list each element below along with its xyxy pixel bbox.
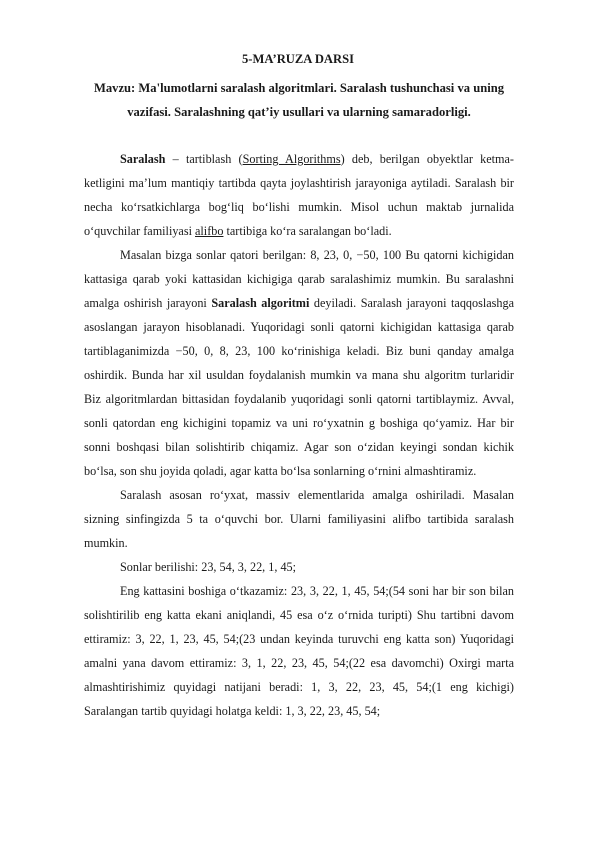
paragraph-text: – tartiblash ( xyxy=(165,152,243,166)
paragraph-text: deyiladi. Saralash jarayoni taqqoslashga asoslangan jarayon hisoblanadi. Yuqoridagi sonli qatorni kichigidan kattasiga qarab tartiblaganimizda −50, 0, 8, 23, 100 ko‘rinishiga keladi. Biz buni qanday amalga oshirdik. Bunda har xil usuldan foydalanish mumkin va mana shu algoritm turlaridir Biz algoritmlardan bittasidan foydalanib yuqoridagi sonli qatorni tartiblaymiz. Avval, sonli qatordan eng kichigini topamiz va uni ro‘yxatnin g boshiga qo‘yamiz. Har bir sonni boshqasi bilan solishtirib chiqamiz. Agar son o‘zidan keyingi sondan kichik bo‘lsa, son shu joyida qoladi, agar katta bo‘lsa sonlarning o‘rnini almashtiramiz. xyxy=(84,296,515,478)
paragraph-text: Masalan bizga sonlar qatori berilgan: 8, 23, 0, −50, 100 Bu qatorni kichigidan kattasiga qarab yoki kattasidan kichigiga qarab saralashimiz mumkin. Bu saralashni amalga oshirish jarayoni xyxy=(84,248,514,310)
term-saralash-algoritmi: Saralash algoritmi xyxy=(211,296,310,310)
paragraph-example xyxy=(84,243,514,483)
paragraph-text: ) deb, berilgan obyektlar ketma-ketligini ma’lum mantiqiy tartibda qayta joylashtirish jarayoniga aytiladi. Saralash bir necha ko‘rsatkichlarga bog‘liq bo‘lishi mumkin. Misol uchun maktab jurnalida o‘quvchilar familiyasi xyxy=(84,152,514,238)
paragraph-text: tartibiga ko‘ra saralangan bo‘ladi. xyxy=(223,224,392,238)
lecture-subtitle: Mavzu: Ma'lumotlarni saralash algoritmlari. Saralash tushunchasi va uning vazifasi. Saralashning qat’iy usullari va ularning samaradorligi. xyxy=(93,81,505,119)
paragraph-steps: Eng kattasini boshiga o‘tkazamiz: 23, 3, 22, 1, 45, 54;(54 soni har bir son bilan solishtirilib eng katta ekani aniqlandi, 45 esa o‘z o‘rnida turipti) Shu tartibni davom ettiramiz: 3, 22, 1, 23, 45, 54;(23 undan keyinda turuvchi eng katta son) Yuqoridagi amalni yana davom ettiramiz: 3, 1, 22, 23, 45, 54;(22 esa davomchi) Oxirgi marta almashtirishimiz quyidagi natijani beradi: 1, 3, 22, 23, 45, 54;(1 eng kichigi) Saralangan tartib quyidagi holatga keldi: 1, 3, 22, 23, 45, 54; xyxy=(84,584,514,718)
paragraph-arrays: Saralash asosan ro‘yxat, massiv elementlarida amalga oshiriladi. Masalan sizning sinfingizda 5 ta o‘quvchi bor. Ularni familiyasini alifbo tartibida saralash mumkin. xyxy=(84,488,514,550)
document-body xyxy=(84,147,514,723)
sorting-algorithms-link[interactable]: Sorting Algorithms xyxy=(242,152,341,166)
lecture-title: 5-MA’RUZA DARSI xyxy=(241,52,355,66)
paragraph-definition xyxy=(84,147,514,243)
paragraph-given-numbers: Sonlar berilishi: 23, 54, 3, 22, 1, 45; xyxy=(120,560,297,574)
term-saralash: Saralash xyxy=(120,152,166,166)
alifbo-link[interactable]: alifbo xyxy=(195,224,224,238)
